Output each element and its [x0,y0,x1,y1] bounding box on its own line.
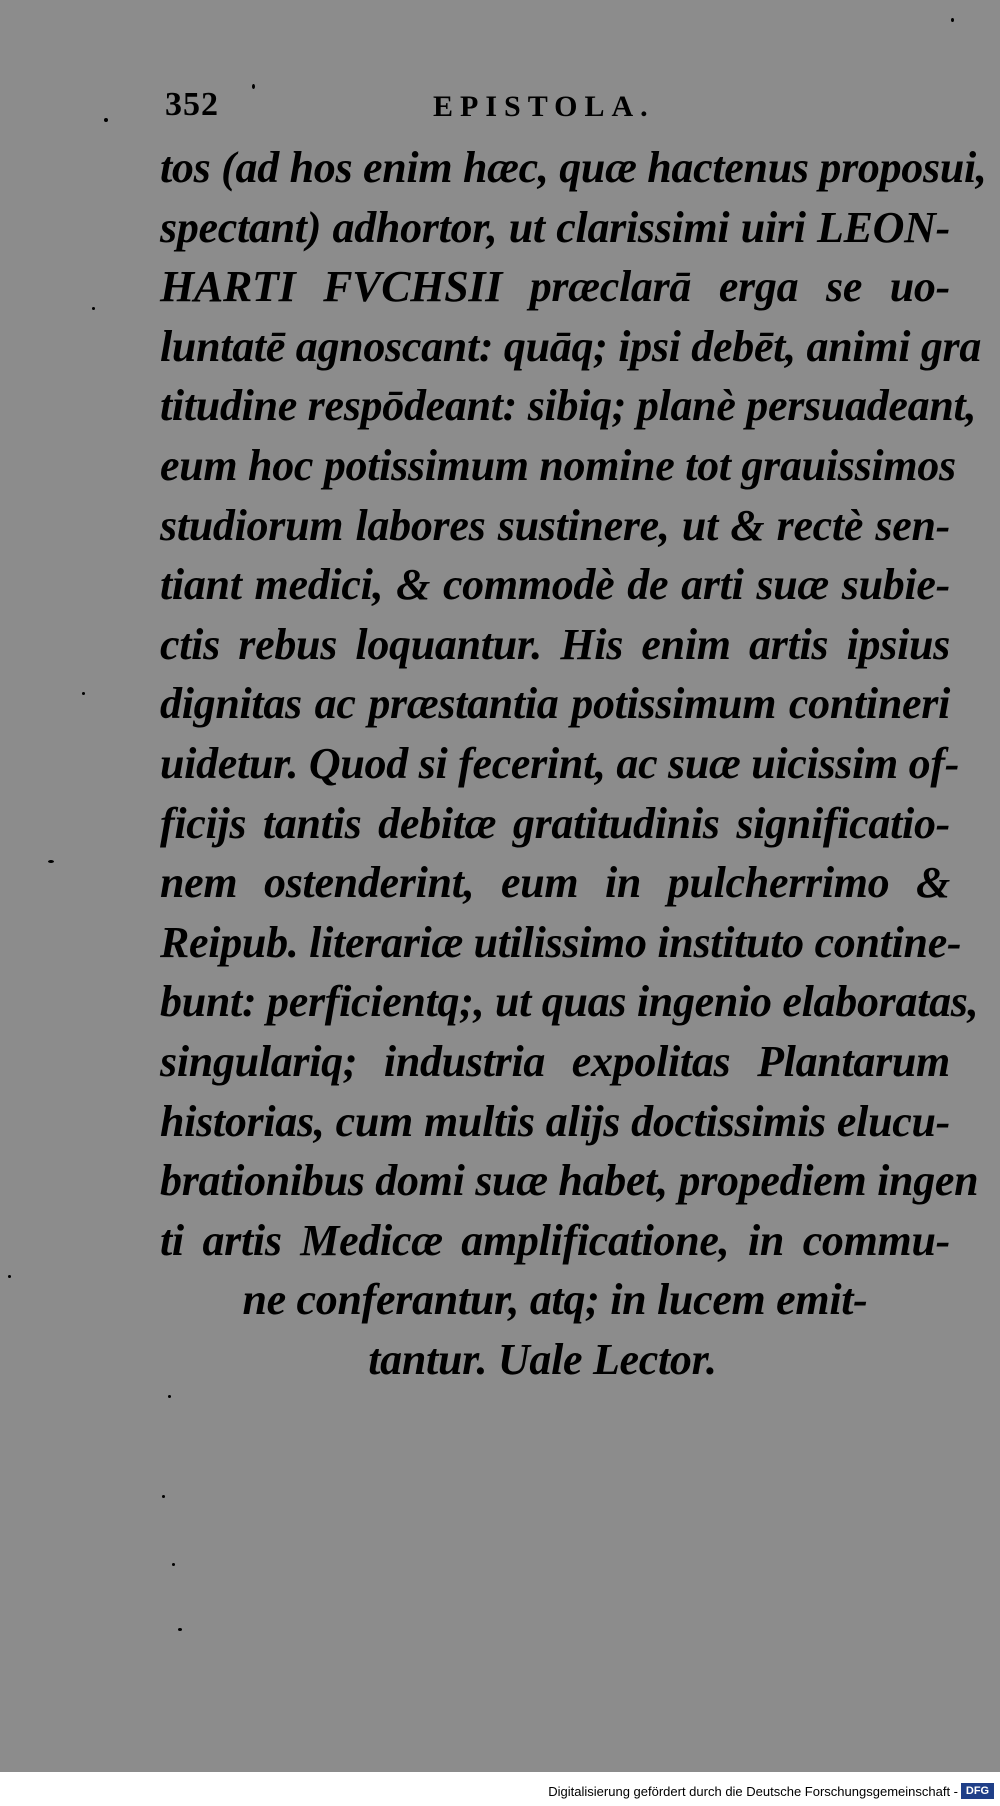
page-header [165,86,745,136]
body-line: bunt: perficientq;, ut quas ingenio elaboratas, [160,977,979,1027]
body-line: Reipub. literariæ utilissimo instituto contine- [160,917,962,967]
body-line: studiorum labores sustinere, ut & rectè sen- [160,500,950,550]
body-line: historias, cum multis alijs doctissimis elucu- [160,1096,950,1146]
scan-speck [252,84,255,89]
body-line: tiant medici, & commodè de arti suæ subie- [160,560,950,610]
body-line: dignitas ac præstantia potissimum contineri [160,679,950,729]
running-head: EPISTOLA. [433,90,655,123]
scan-speck [82,692,85,695]
scan-speck [92,307,95,310]
body-line: nem ostenderint, eum in pulcherrimo & [160,858,950,908]
scan-speck [168,1395,171,1398]
body-line-valediction: tantur. Uale Lector. [368,1334,717,1384]
scan-speck [951,18,954,22]
body-line: spectant) adhortor, ut clarissimi uiri LEON- [160,202,950,252]
body-line: eum hoc potissimum nomine tot grauissimos [160,440,956,490]
body-line: HARTI FVCHSII præclarā erga se uo- [160,262,950,312]
scan-speck [8,1275,11,1278]
scan-speck [162,1495,165,1498]
scan-speck [172,1563,175,1566]
footer-credit: Digitalisierung gefördert durch die Deutsche Forschungsgemeinschaft - [548,1784,958,1799]
body-line: singulariq; industria expolitas Plantarum [160,1036,950,1086]
digitization-footer [0,1772,1000,1806]
letter-body [160,138,987,1389]
body-line: tos (ad hos enim hæc, quæ hactenus proposui, [160,143,987,192]
body-line-closing: ne conferantur, atq; in lucem emit- [242,1275,868,1325]
scan-speck [48,860,54,863]
body-line: luntatē agnoscant: quāq; ipsi debēt, animi gra [160,321,982,371]
scan-speck [104,118,108,122]
body-line: titudine respōdeant: sibiq; planè persuadeant, [160,381,977,431]
body-line: brationibus domi suæ habet, propediem ingen [160,1156,979,1206]
scan-speck [178,1628,182,1631]
body-line: uidetur. Quod si fecerint, ac suæ uicissim of- [160,738,960,788]
body-line: ficijs tantis debitæ gratitudinis significatio- [160,798,950,848]
page-number: 352 [165,86,219,123]
body-line: ctis rebus loquantur. His enim artis ipsius [160,619,950,669]
dfg-logo: DFG [961,1783,994,1799]
body-line: ti artis Medicæ amplificatione, in commu- [160,1215,950,1265]
